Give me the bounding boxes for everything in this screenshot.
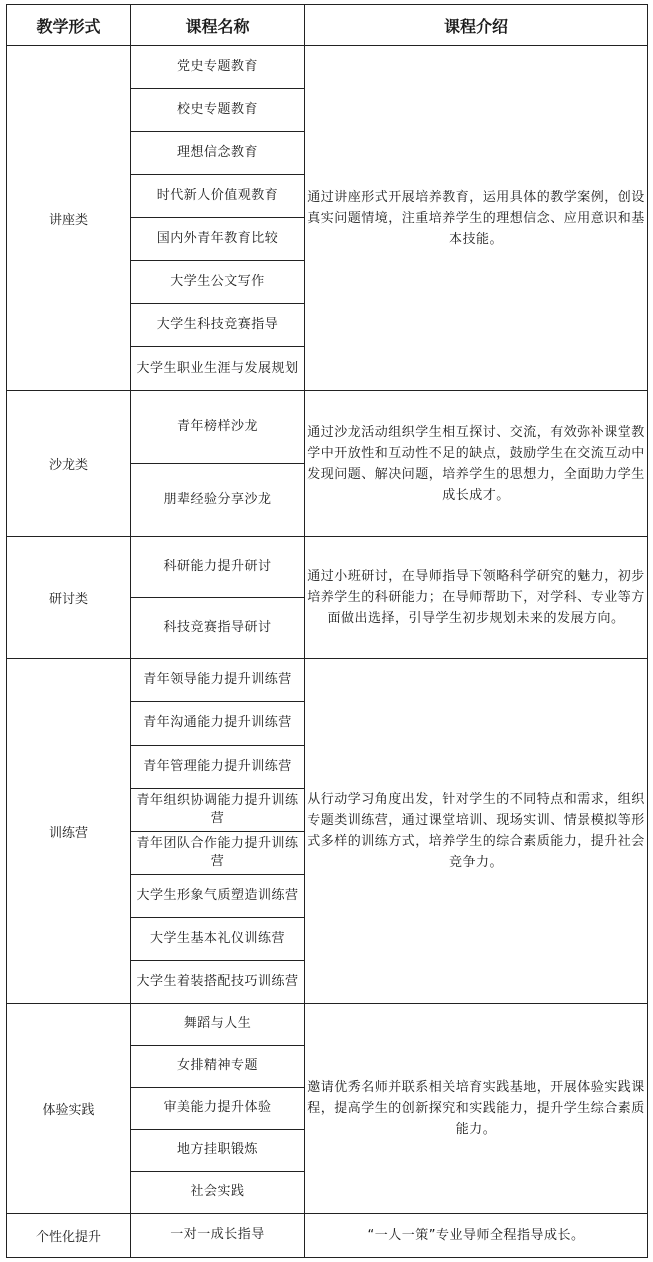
category-cell: 沙龙类 [7,391,131,537]
course-cell: 理想信念教育 [131,132,305,175]
course-cell: 地方挂职锻炼 [131,1129,305,1171]
description-cell: 通过小班研讨，在导师指导下领略科学研究的魅力，初步培养学生的科研能力；在导师帮助下，对学科、专业等方面做出选择，引导学生初步规划未来的发展方向。 [305,537,648,659]
course-cell: 科研能力提升研讨 [131,537,305,598]
category-cell: 研讨类 [7,537,131,659]
description-cell: 通过沙龙活动组织学生相互探讨、交流，有效弥补课堂教学中开放性和互动性不足的缺点，鼓励学生在交流互动中发现问题、解决问题，培养学生的思想力，全面助力学生成长成才。 [305,391,648,537]
table-row [7,659,648,702]
course-cell: 大学生着装搭配技巧训练营 [131,960,305,1003]
course-cell: 科技竞赛指导研讨 [131,598,305,659]
description-cell: “一人一策”专业导师全程指导成长。 [305,1213,648,1257]
table-row [7,1213,648,1257]
course-cell: 党史专题教育 [131,46,305,89]
header-teaching-form: 教学形式 [7,5,131,46]
course-cell: 朋辈经验分享沙龙 [131,464,305,537]
table-row [7,46,648,89]
description-cell: 邀请优秀名师并联系相关培育实践基地，开展体验实践课程，提高学生的创新探究和实践能力，提升学生综合素质能力。 [305,1003,648,1213]
course-cell: 一对一成长指导 [131,1213,305,1257]
category-cell: 个性化提升 [7,1213,131,1257]
course-cell: 社会实践 [131,1171,305,1213]
header-course-name: 课程名称 [131,5,305,46]
course-cell: 青年组织协调能力提升训练营 [131,788,305,831]
course-cell: 舞蹈与人生 [131,1003,305,1045]
table-row [7,537,648,598]
course-cell: 大学生形象气质塑造训练营 [131,874,305,917]
header-course-intro: 课程介绍 [305,5,648,46]
course-cell: 大学生基本礼仪训练营 [131,917,305,960]
course-cell: 青年管理能力提升训练营 [131,745,305,788]
course-cell: 大学生科技竞赛指导 [131,304,305,347]
category-cell: 讲座类 [7,46,131,391]
course-cell: 审美能力提升体验 [131,1087,305,1129]
course-cell: 大学生公文写作 [131,261,305,304]
course-cell: 时代新人价值观教育 [131,175,305,218]
course-cell: 女排精神专题 [131,1045,305,1087]
course-cell: 校史专题教育 [131,89,305,132]
category-cell: 训练营 [7,659,131,1003]
course-cell: 青年领导能力提升训练营 [131,659,305,702]
course-cell: 青年团队合作能力提升训练营 [131,831,305,874]
category-cell: 体验实践 [7,1003,131,1213]
header-row [7,5,648,46]
course-cell: 大学生职业生涯与发展规划 [131,347,305,391]
course-cell: 青年榜样沙龙 [131,391,305,464]
table-row [7,391,648,464]
course-cell: 青年沟通能力提升训练营 [131,702,305,745]
description-cell: 从行动学习角度出发，针对学生的不同特点和需求，组织专题类训练营，通过课堂培训、现场实训、情景模拟等形式多样的训练方式，培养学生的综合素质能力，提升社会竞争力。 [305,659,648,1003]
course-cell: 国内外青年教育比较 [131,218,305,261]
description-cell: 通过讲座形式开展培养教育，运用具体的教学案例，创设真实问题情境，注重培养学生的理想信念、应用意识和基本技能。 [305,46,648,391]
table-row [7,1003,648,1045]
curriculum-table [6,4,648,1258]
